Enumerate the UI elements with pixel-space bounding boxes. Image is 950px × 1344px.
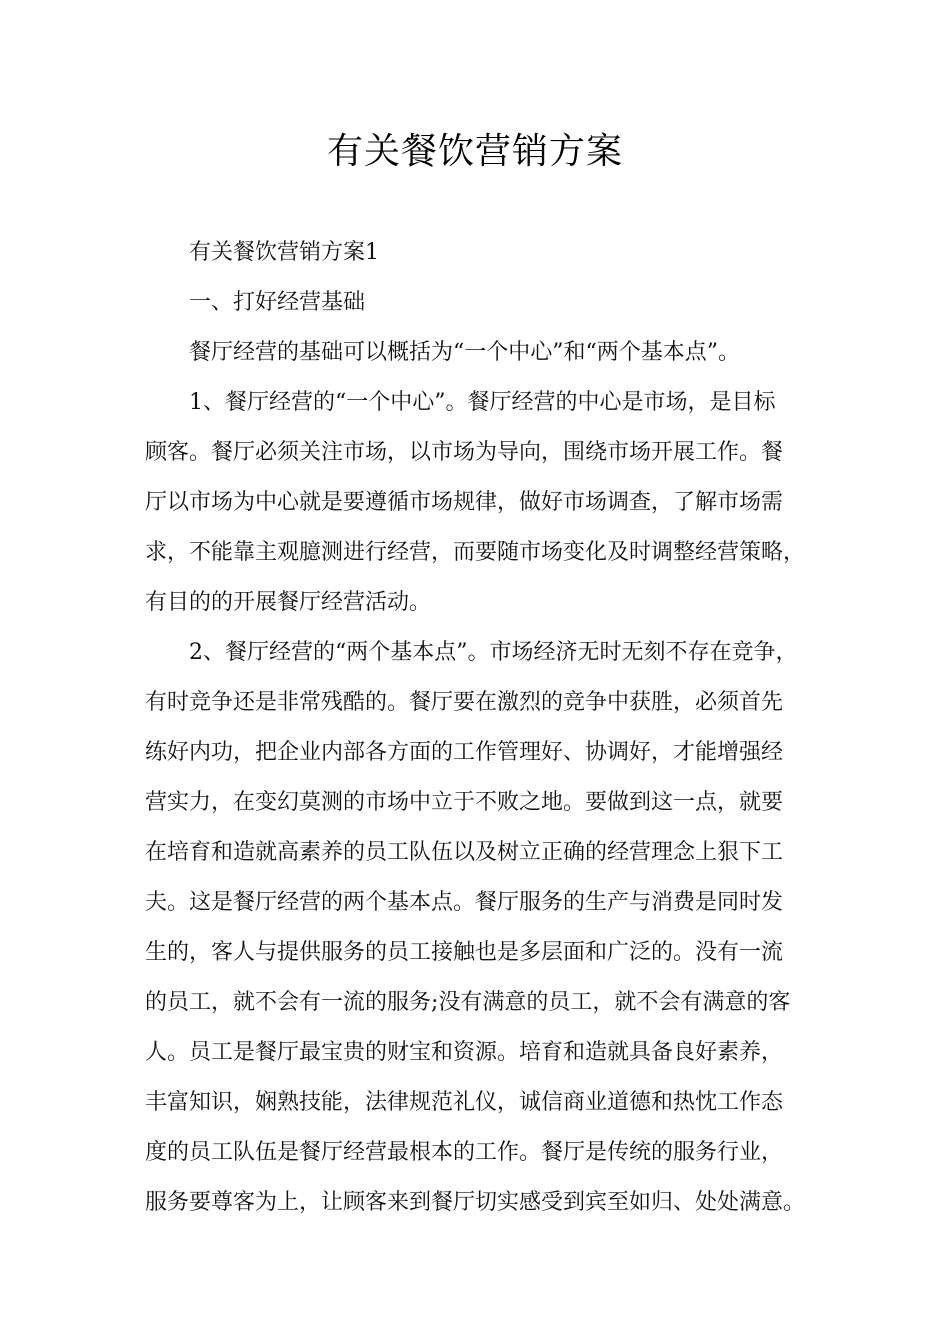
paragraph-line: 丰富知识，娴熟技能，法律规范礼仪，诚信商业道德和热忱工作态 bbox=[145, 1090, 784, 1115]
paragraph-line: 夫。这是餐厅经营的两个基本点。餐厅服务的生产与消费是同时发 bbox=[145, 890, 784, 915]
section-heading: 有关餐饮营销方案1 bbox=[189, 240, 379, 265]
document-title: 有关餐饮营销方案 bbox=[326, 131, 623, 172]
subsection-heading: 一、打好经营基础 bbox=[189, 290, 366, 315]
paragraph-line: 求，不能靠主观臆测进行经营，而要随市场变化及时调整经营策略， bbox=[145, 540, 806, 565]
paragraph-line: 有目的的开展餐厅经营活动。 bbox=[145, 590, 432, 615]
paragraph-line: 顾客。餐厅必须关注市场，以市场为导向，围绕市场开展工作。餐 bbox=[145, 440, 784, 465]
paragraph-line: 厅以市场为中心就是要遵循市场规律，做好市场调查，了解市场需 bbox=[145, 490, 784, 515]
paragraph-line: 1、餐厅经营的“一个中心”。餐厅经营的中心是市场，是目标 bbox=[189, 390, 776, 415]
paragraph-line: 餐厅经营的基础可以概括为“一个中心”和“两个基本点”。 bbox=[189, 340, 740, 365]
paragraph-line: 有时竞争还是非常残酷的。餐厅要在激烈的竞争中获胜，必须首先 bbox=[145, 690, 784, 715]
document-body bbox=[145, 228, 825, 1228]
paragraph-line: 服务要尊客为上，让顾客来到餐厅切实感受到宾至如归、处处满意。 bbox=[145, 1190, 806, 1215]
paragraph-line: 2、餐厅经营的“两个基本点”。市场经济无时无刻不存在竞争， bbox=[189, 640, 798, 665]
paragraph-line: 营实力，在变幻莫测的市场中立于不败之地。要做到这一点，就要 bbox=[145, 790, 784, 815]
paragraph-line: 生的，客人与提供服务的员工接触也是多层面和广泛的。没有一流 bbox=[145, 940, 784, 965]
paragraph-line: 在培育和造就高素养的员工队伍以及树立正确的经营理念上狠下工 bbox=[145, 840, 784, 865]
paragraph-line: 练好内功，把企业内部各方面的工作管理好、协调好，才能增强经 bbox=[145, 740, 784, 765]
paragraph-line: 的员工，就不会有一流的服务;没有满意的员工，就不会有满意的客 bbox=[145, 990, 791, 1015]
paragraph-line: 度的员工队伍是餐厅经营最根本的工作。餐厅是传统的服务行业， bbox=[145, 1140, 784, 1165]
paragraph-line: 人。员工是餐厅最宝贵的财宝和资源。培育和造就具备良好素养， bbox=[145, 1040, 784, 1065]
